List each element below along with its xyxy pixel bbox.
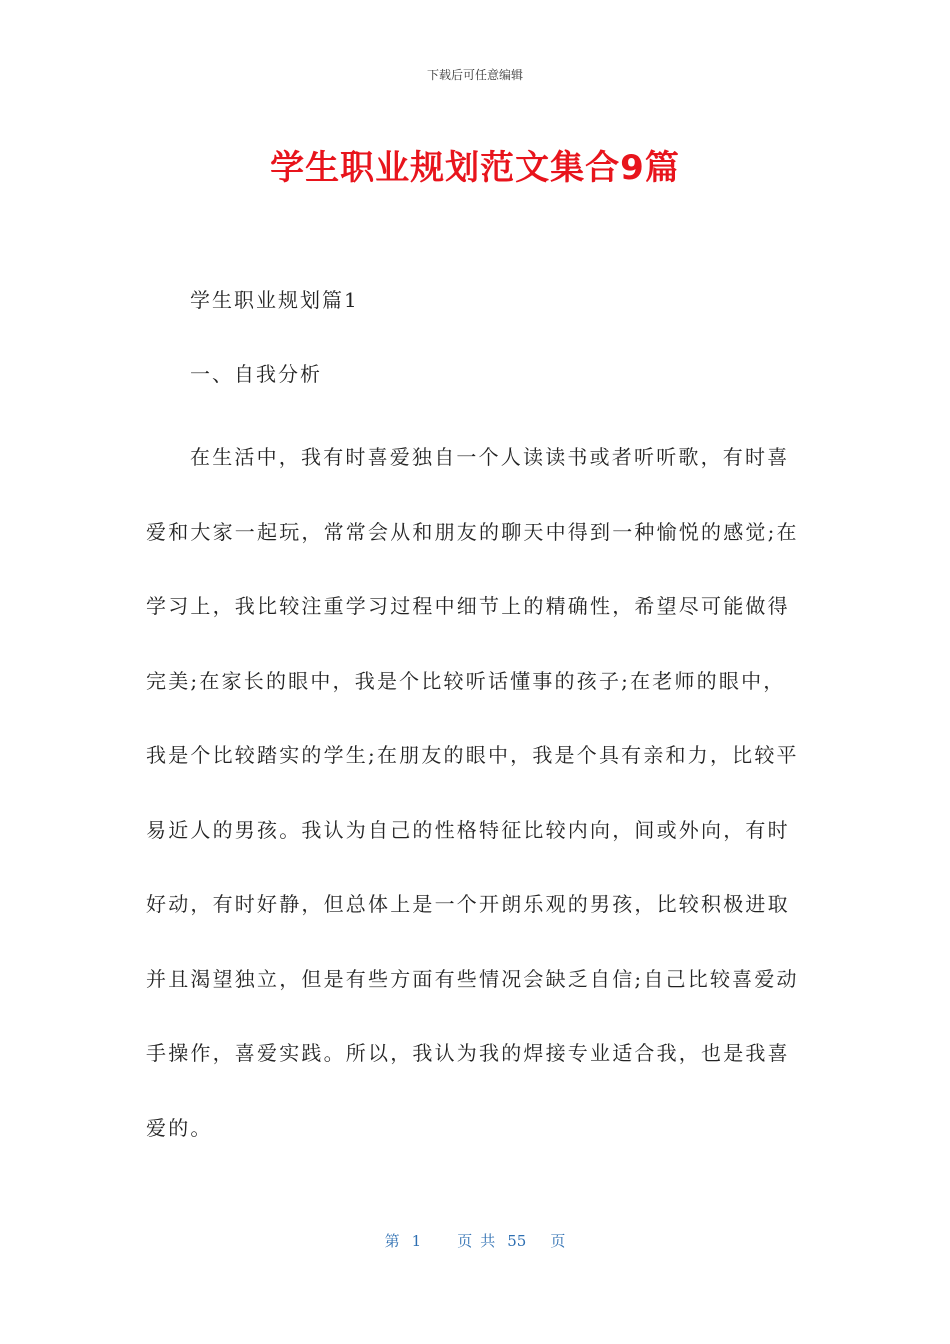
paragraph <box>146 420 806 1165</box>
paragraph-line: 学习上，我比较注重学习过程中细节上的精确性，希望尽可能做得 <box>146 594 790 618</box>
paragraph-line: 爱和大家一起玩，常常会从和朋友的聊天中得到一种愉悦的感觉;在 <box>146 519 799 544</box>
footer-page-mid: 页 <box>457 1232 473 1250</box>
document-title: 学生职业规划范文集合9篇 <box>270 148 680 188</box>
subsection-title: 一、自我分析 <box>190 362 322 386</box>
footer-page-number: 1 <box>411 1232 422 1250</box>
footer-total-prefix: 共 <box>480 1232 496 1250</box>
paragraph-line: 我是个比较踏实的学生;在朋友的眼中，我是个具有亲和力，比较平 <box>146 743 799 767</box>
paragraph-line: 爱的。 <box>146 1115 213 1140</box>
paragraph-line: 在生活中，我有时喜爱独自一个人读读书或者听听歌，有时喜 <box>190 445 790 469</box>
header-note: 下载后可任意编辑 <box>426 68 523 82</box>
section-title: 学生职业规划篇1 <box>190 288 359 312</box>
page-footer <box>0 1230 950 1251</box>
paragraph-line: 好动，有时好静，但总体上是一个开朗乐观的男孩，比较积极进取 <box>146 892 790 916</box>
paragraph-line: 并且渴望独立，但是有些方面有些情况会缺乏自信;自己比较喜爱动 <box>146 966 799 991</box>
footer-total-suffix: 页 <box>550 1232 566 1250</box>
footer-page-prefix: 第 <box>384 1232 400 1250</box>
footer-total-pages: 55 <box>507 1232 527 1250</box>
paragraph-line: 完美;在家长的眼中，我是个比较听话懂事的孩子;在老师的眼中， <box>146 668 786 693</box>
paragraph-line: 手操作，喜爱实践。所以，我认为我的焊接专业适合我，也是我喜 <box>146 1041 790 1065</box>
paragraph-line: 易近人的男孩。我认为自己的性格特征比较内向，间或外向，有时 <box>146 817 790 842</box>
